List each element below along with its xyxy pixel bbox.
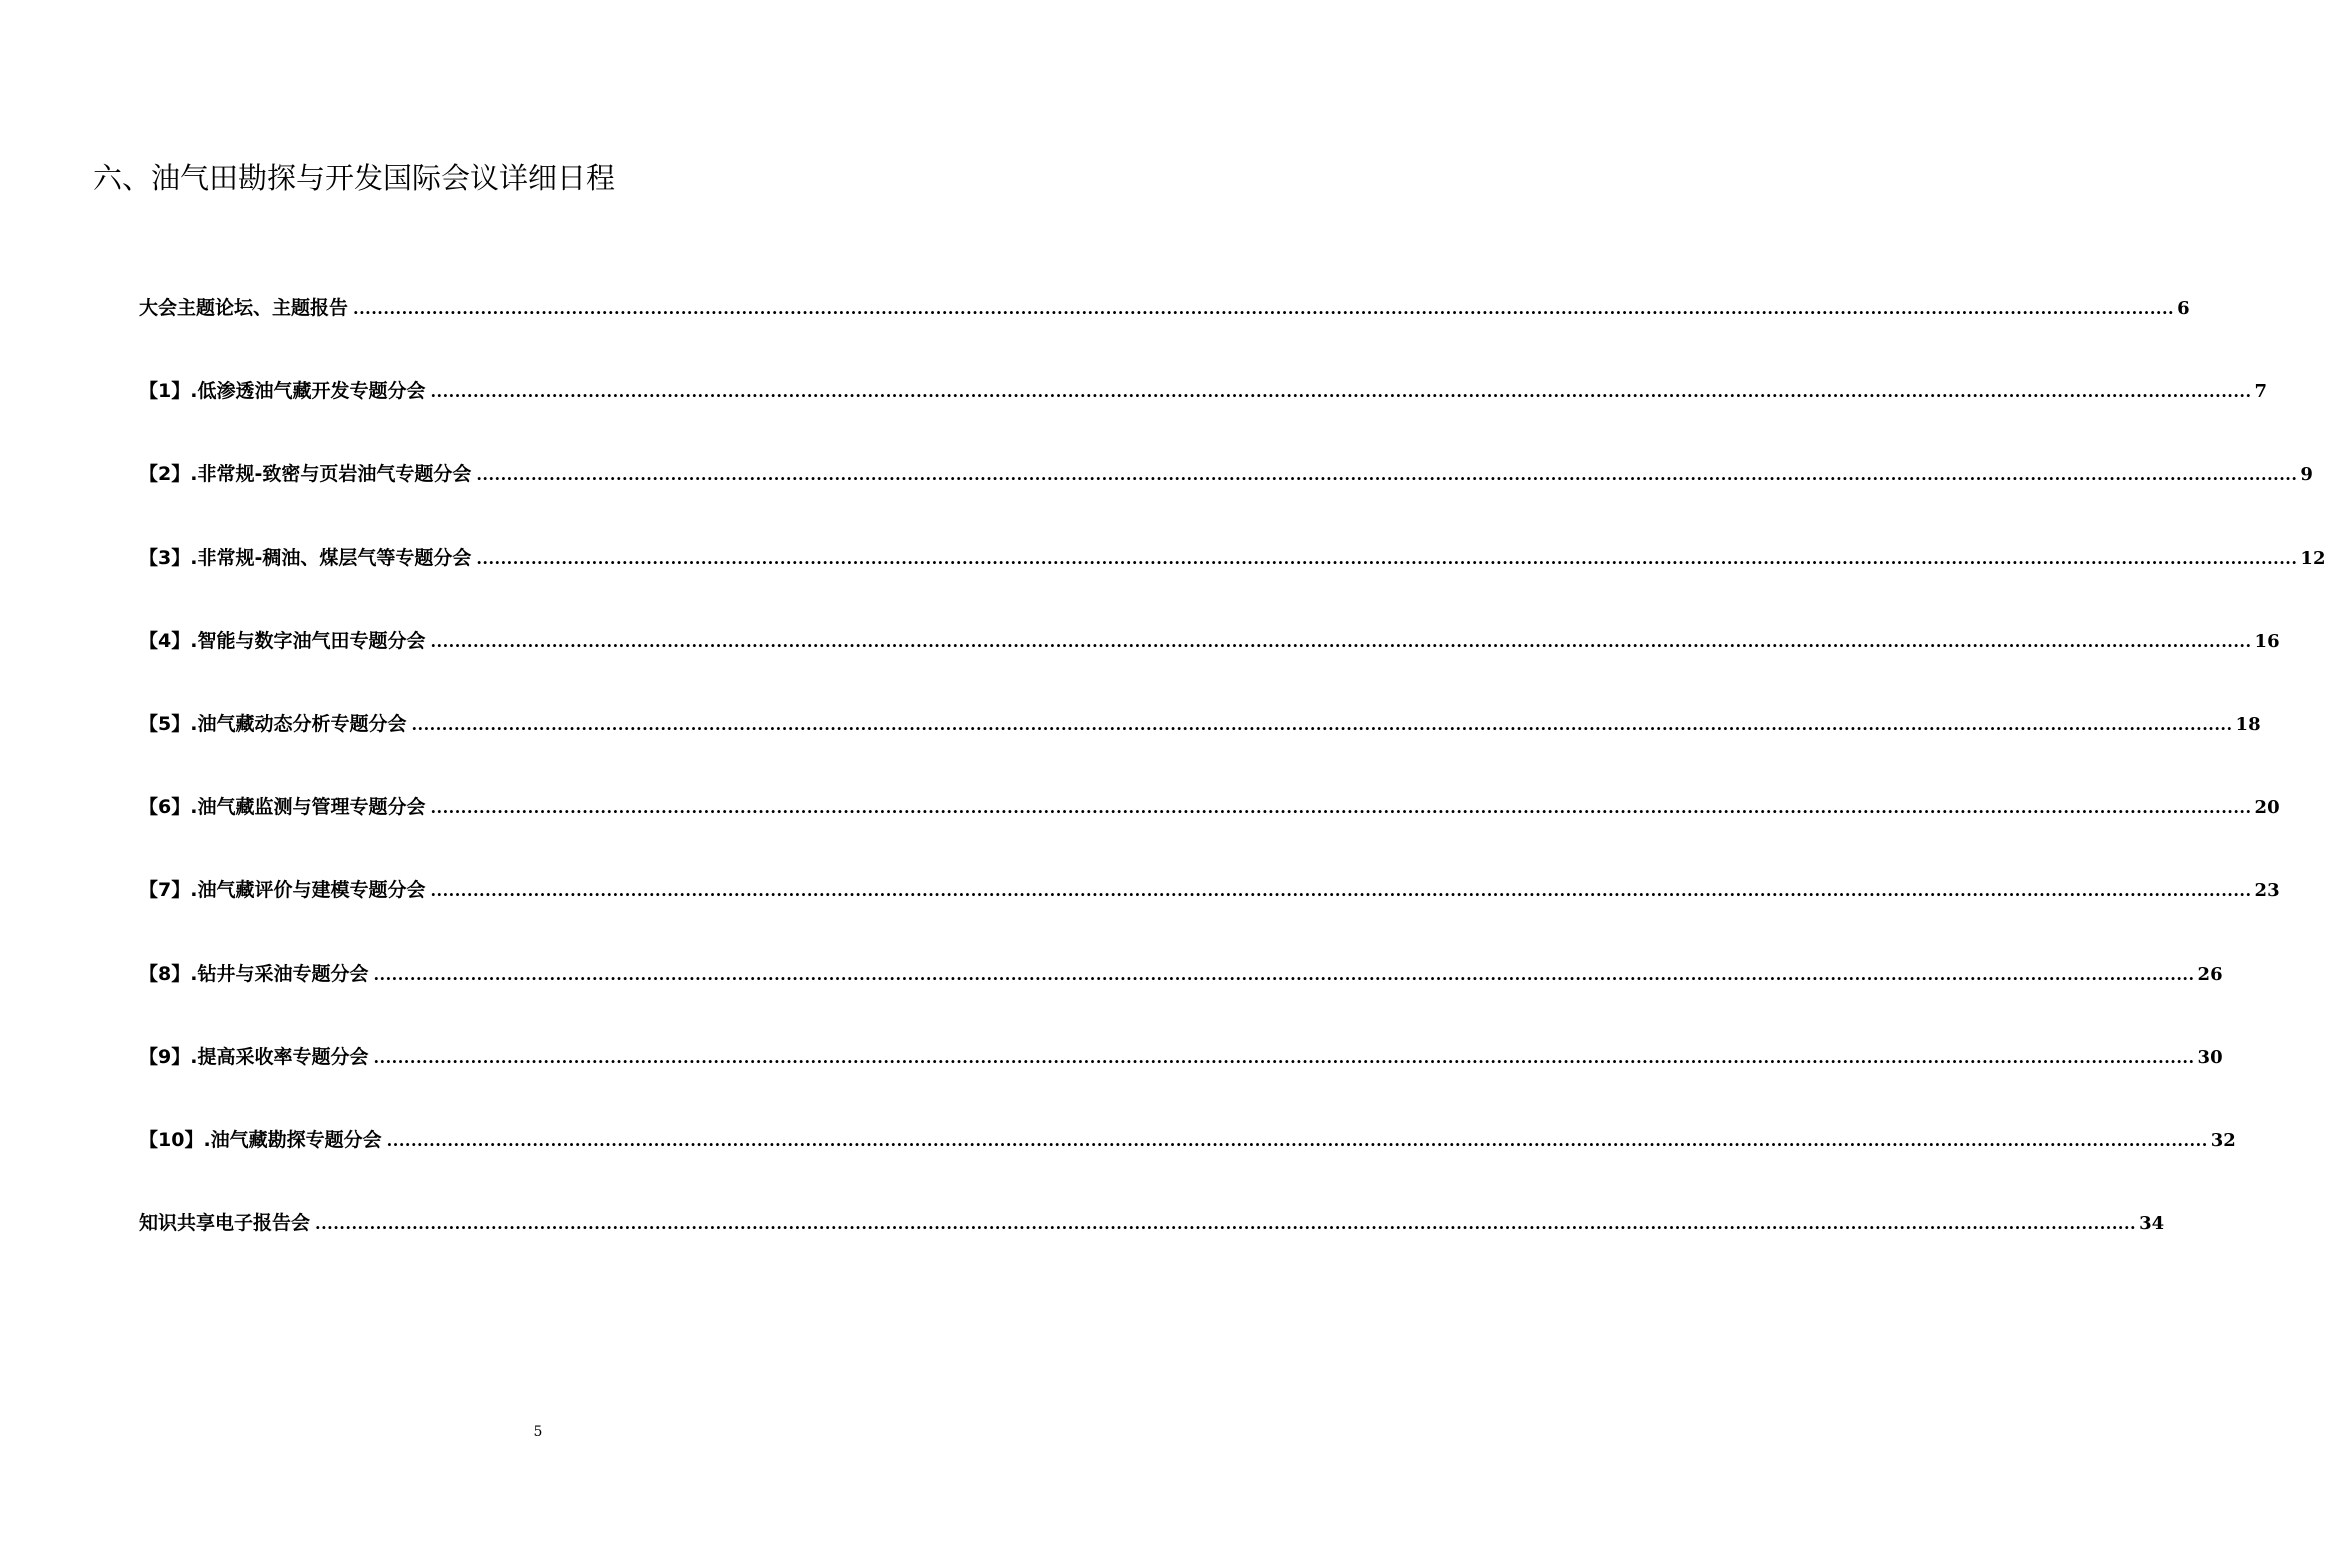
toc-entry-page: 23 (2254, 880, 2280, 902)
page-title: 六、油气田勘探与开发国际会议详细日程 (93, 161, 616, 195)
toc-entry-page: 6 (2177, 298, 2190, 319)
toc-entry[interactable] (139, 375, 2268, 458)
toc-dot-leader: ............................................................................................................................................................................................................................................................................................................ (430, 382, 2252, 402)
toc-entry-page: 12 (2300, 547, 2325, 569)
toc-dot-leader: ............................................................................................................................................................................................................................................................................................................ (353, 299, 2175, 318)
toc-entry[interactable] (139, 791, 2280, 874)
toc-entry-label: 【9】.提高采收率专题分会 (139, 1045, 369, 1068)
toc-entry[interactable] (139, 625, 2280, 708)
page-number: 5 (533, 1424, 543, 1440)
toc-entry-label: 【1】.低渗透油气藏开发专题分会 (139, 380, 426, 403)
toc-entry[interactable] (139, 958, 2223, 1041)
toc-entry-label: 【7】.油气藏评价与建模专题分会 (139, 879, 426, 902)
toc-entry[interactable] (139, 292, 2190, 375)
toc-entry[interactable] (139, 874, 2280, 957)
toc-dot-leader: ............................................................................................................................................................................................................................................................................................................ (373, 1047, 2195, 1067)
toc-entry[interactable] (139, 1041, 2223, 1124)
toc-entry-page: 32 (2210, 1129, 2236, 1151)
toc-dot-leader: ............................................................................................................................................................................................................................................................................................................ (476, 548, 2298, 568)
toc-dot-leader: ............................................................................................................................................................................................................................................................................................................ (411, 714, 2233, 734)
toc-entry-label: 【10】.油气藏勘探专题分会 (139, 1128, 382, 1151)
toc-entry-page: 16 (2254, 630, 2280, 652)
toc-entry-page: 34 (2139, 1213, 2165, 1235)
toc-entry-label: 【8】.钻井与采油专题分会 (139, 962, 369, 985)
toc-entry[interactable] (139, 542, 2325, 625)
toc-entry-page: 18 (2235, 713, 2261, 735)
toc-dot-leader: ............................................................................................................................................................................................................................................................................................................ (476, 465, 2298, 485)
toc-entry-label: 大会主题论坛、主题报告 (139, 297, 349, 319)
toc-entry-label: 【3】.非常规-稠油、煤层气等专题分会 (139, 546, 472, 569)
toc-entry-label: 【2】.非常规-致密与页岩油气专题分会 (139, 463, 472, 486)
toc-entry[interactable] (139, 458, 2313, 541)
toc-entry-page: 7 (2254, 381, 2268, 403)
toc-dot-leader: ............................................................................................................................................................................................................................................................................................................ (430, 881, 2252, 901)
table-of-contents (139, 292, 2325, 1290)
toc-dot-leader: ............................................................................................................................................................................................................................................................................................................ (315, 1214, 2137, 1234)
toc-entry[interactable] (139, 708, 2261, 791)
toc-entry-label: 【6】.油气藏监测与管理专题分会 (139, 796, 426, 819)
toc-dot-leader: ............................................................................................................................................................................................................................................................................................................ (386, 1130, 2208, 1150)
toc-entry-page: 26 (2197, 963, 2223, 985)
toc-entry-label: 【4】.智能与数字油气田专题分会 (139, 629, 426, 652)
toc-entry[interactable] (139, 1207, 2165, 1290)
toc-dot-leader: ............................................................................................................................................................................................................................................................................................................ (430, 631, 2252, 651)
toc-entry-page: 9 (2300, 464, 2313, 486)
toc-entry-label: 【5】.油气藏动态分析专题分会 (139, 712, 407, 735)
toc-dot-leader: ............................................................................................................................................................................................................................................................................................................ (373, 964, 2195, 984)
toc-entry-page: 30 (2197, 1046, 2223, 1068)
toc-entry-page: 20 (2254, 797, 2280, 819)
toc-entry-label: 知识共享电子报告会 (139, 1212, 311, 1235)
toc-dot-leader: ............................................................................................................................................................................................................................................................................................................ (430, 798, 2252, 818)
toc-entry[interactable] (139, 1124, 2236, 1207)
